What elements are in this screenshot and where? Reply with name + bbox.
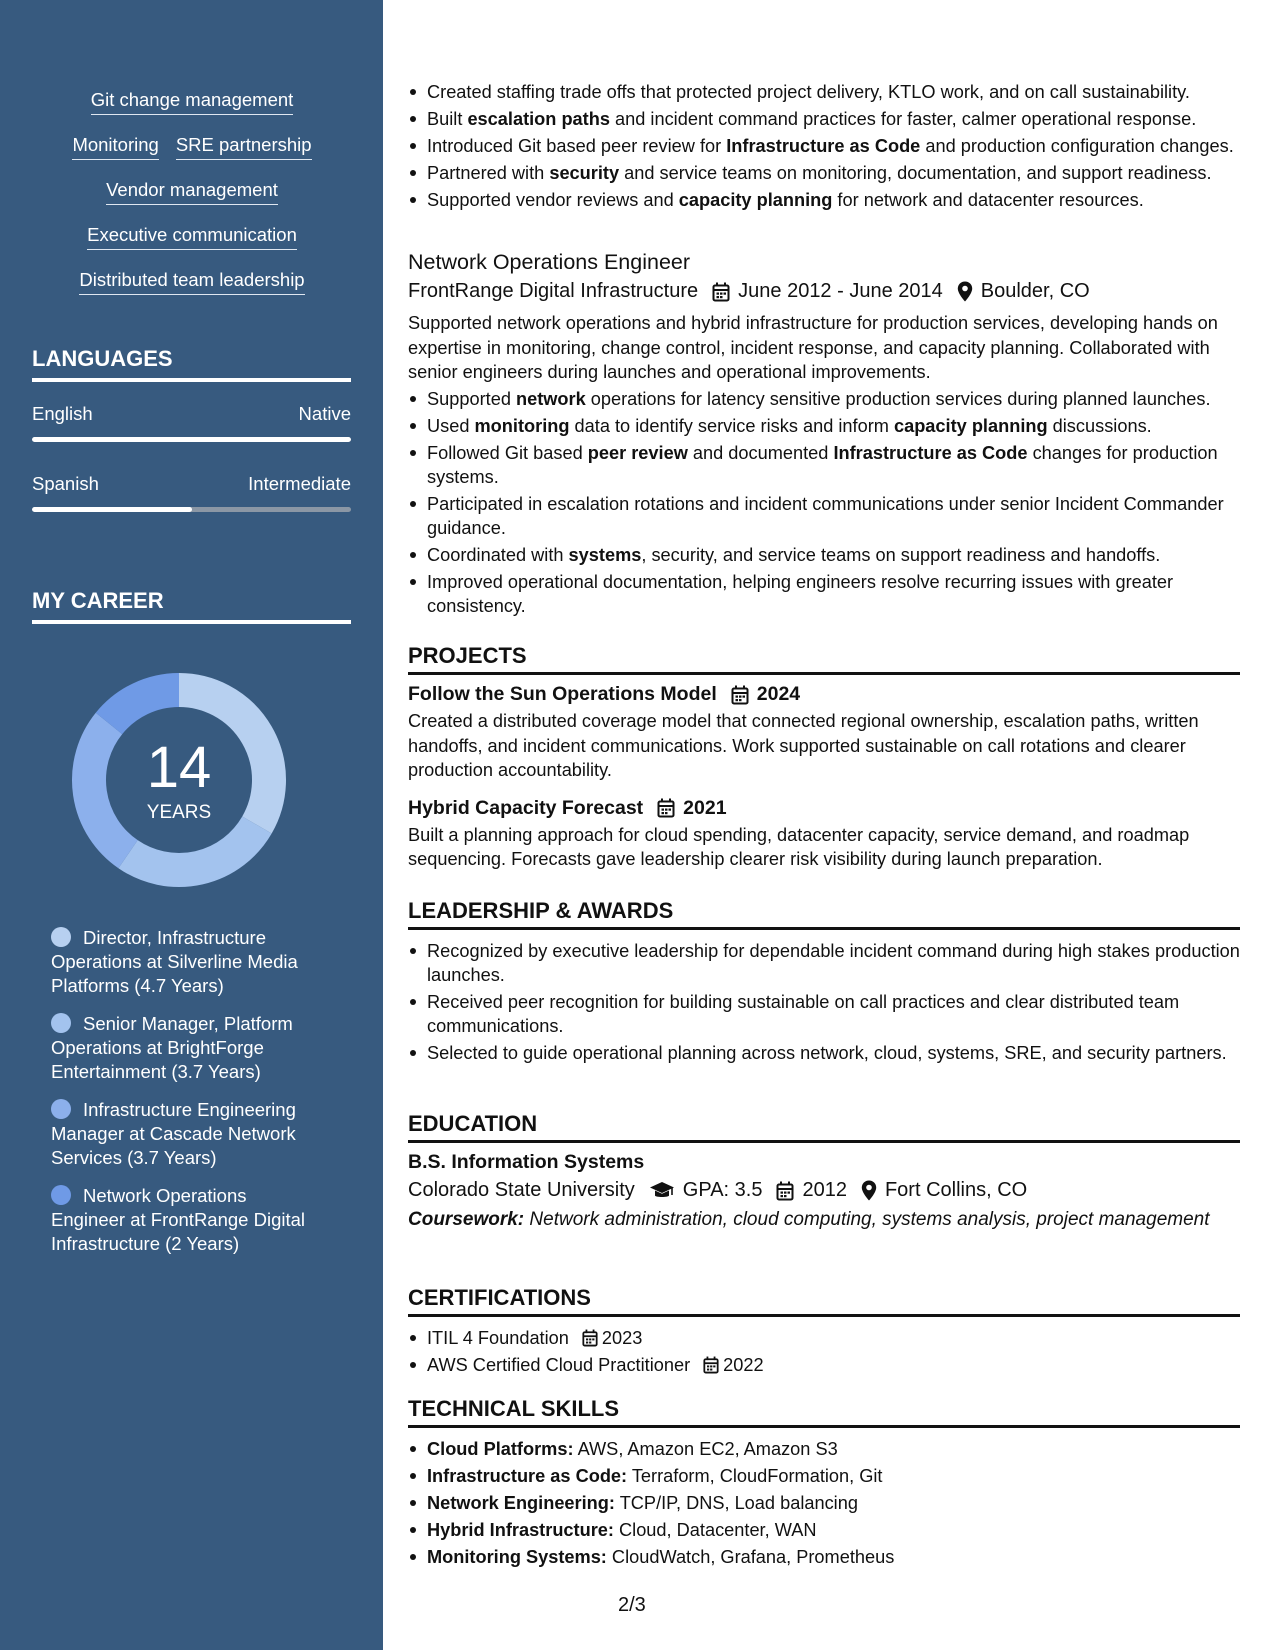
donut-segment [89,723,128,854]
career-label: Senior Manager, Platform Operations at BrightForge Entertainment (3.7 Years) [51,1013,293,1082]
calendar-icon [703,1356,719,1374]
job-location: Boulder, CO [980,280,1090,302]
project-year: 2021 [683,796,727,819]
skill-category: Hybrid Infrastructure: [427,1520,614,1540]
bullet-item: Recognized by executive leadership for dependable incident command during high stakes production launches. [408,939,1240,987]
certification-item [408,1326,1240,1350]
language-name: English [32,403,93,424]
coursework [408,1208,1240,1233]
career-label: Network Operations Engineer at FrontRange Digital Infrastructure (2 Years) [51,1185,306,1254]
school-location: Fort Collins, CO [884,1179,1028,1201]
project-name: Follow the Sun Operations Model [408,683,717,705]
job-summary: Supported network operations and hybrid infrastructure for production services, developing hands on expertise in monitoring, change control, incident response, and capacity planning. Collaborated with senior engineers during launches and operational improvements. [408,313,1218,382]
skill-category: Infrastructure as Code: [427,1466,628,1486]
project-title [408,683,1240,706]
leadership-section [408,898,1240,1068]
language-bar [32,507,351,512]
bullet-item: Participated in escalation rotations and incident communications under senior Incident Commander guidance. [408,492,1240,540]
language-spanish [32,473,351,512]
language-english [32,403,351,442]
career-total: 14 [146,735,212,800]
certification-year: 2022 [723,1355,764,1375]
skill-category: Network Engineering: [427,1493,615,1513]
graduation-cap-icon [649,1181,675,1201]
calendar-icon [657,798,675,818]
language-bar [32,437,351,442]
skill-category: Monitoring Systems: [427,1547,607,1567]
skill-row [32,269,352,295]
bullet-item: Built escalation paths and incident command practices for faster, calmer operational response. [408,107,1240,131]
career-dot-icon [51,1013,71,1033]
project-description: Created a distributed coverage model that connected regional ownership, escalation paths, written handoffs, and incident communications. Work supported sustainable on call rotations and clearer production accountability. [408,711,1199,780]
certification-name: AWS Certified Cloud Practitioner [427,1355,691,1375]
bullet-item: Followed Git based peer review and documented Infrastructure as Code changes for production systems. [408,441,1240,489]
language-level: Intermediate [248,473,351,494]
bullet-item: Created staffing trade offs that protected project delivery, KTLO work, and on call sustainability. [408,80,1240,104]
certification-year: 2023 [601,1328,643,1348]
calendar-icon [712,282,730,302]
education-meta [408,1179,1240,1202]
section-heading: EDUCATION [408,1111,1240,1143]
education-section [408,1111,1240,1233]
job-bullets [408,387,1240,618]
donut-segment [109,690,179,723]
technical-skill-item [408,1491,1240,1515]
certification-name: ITIL 4 Foundation [427,1328,569,1348]
certifications-section [408,1285,1240,1380]
skill-values: AWS, Amazon EC2, Amazon S3 [573,1439,838,1459]
skill-values: Terraform, CloudFormation, Git [627,1466,883,1486]
languages-heading: LANGUAGES [32,346,351,382]
career-legend-item [51,1098,321,1170]
certification-item [408,1353,1240,1377]
calendar-icon [731,685,749,705]
gpa: GPA: 3.5 [682,1179,763,1201]
skill-tag: Executive communication [87,224,297,250]
bullet-item: Partnered with security and service teams on monitoring, documentation, and support readiness. [408,161,1240,185]
bullet-item: Supported network operations for latency sensitive production services during planned launches. [408,387,1240,411]
skill-row [32,89,352,115]
main-content [408,0,1240,1650]
coursework-text: Network administration, cloud computing, systems analysis, project management [524,1209,1210,1230]
skill-tag: SRE partnership [176,134,312,160]
job-title: Network Operations Engineer [408,250,691,274]
technical-skill-item [408,1437,1240,1461]
technical-skill-item [408,1464,1240,1488]
bullet-item: Introduced Git based peer review for Infrastructure as Code and production configuration changes. [408,134,1240,158]
sidebar [0,0,383,1650]
technical-skill-item [408,1518,1240,1542]
page-number: 2/3 [618,1594,646,1616]
project-title [408,797,1240,820]
location-pin-icon [957,281,973,302]
bullet-item: Coordinated with systems, security, and service teams on support readiness and handoffs. [408,543,1240,567]
career-label: Director, Infrastructure Operations at Silverline Media Platforms (4.7 Years) [51,927,298,996]
career-legend-item [51,926,321,998]
leadership-bullets [408,939,1240,1065]
language-bar-fill [32,437,351,442]
skill-row [32,224,352,250]
skill-tag: Vendor management [106,179,278,205]
skill-category: Cloud Platforms: [427,1439,574,1459]
skill-tag: Monitoring [72,134,158,160]
job-dates: June 2012 - June 2014 [738,280,943,302]
donut-segment [128,825,257,870]
projects-section [408,643,1240,872]
bullet-item: Improved operational documentation, helping engineers resolve recurring issues with greater consistency. [408,570,1240,618]
career-dot-icon [51,1099,71,1119]
skill-row [32,179,352,205]
skill-tag: Distributed team leadership [79,269,304,295]
career-unit: YEARS [146,802,212,823]
career-dot-icon [51,927,71,947]
bullet-item: Supported vendor reviews and capacity planning for network and datacenter resources. [408,188,1240,212]
skill-values: Cloud, Datacenter, WAN [613,1520,817,1540]
location-pin-icon [861,1180,877,1201]
project-description: Built a planning approach for cloud spending, datacenter capacity, service demand, and roadmap sequencing. Forecasts gave leadership clearer risk visibility during launch preparation. [408,824,1190,869]
project-name: Hybrid Capacity Forecast [408,796,644,819]
technical-skills-section [408,1396,1240,1572]
career-legend-item [51,1012,321,1084]
language-bar-fill [32,507,192,512]
company-name: FrontRange Digital Infrastructure [408,280,699,302]
degree: B.S. Information Systems [408,1151,645,1173]
skill-tag: Git change management [91,89,294,115]
skill-values: TCP/IP, DNS, Load balancing [614,1493,858,1513]
section-heading: TECHNICAL SKILLS [408,1396,1240,1428]
skill-values: CloudWatch, Grafana, Prometheus [606,1547,895,1567]
career-dot-icon [51,1185,71,1205]
skill-row [32,134,352,160]
project-year: 2024 [756,683,801,705]
career-donut-chart [64,665,294,895]
career-label: Infrastructure Engineering Manager at Cascade Network Services (3.7 Years) [51,1099,296,1168]
career-legend-item [51,1184,321,1256]
career-heading: MY CAREER [32,588,351,624]
graduation-year: 2012 [802,1179,847,1201]
section-heading: CERTIFICATIONS [408,1285,1240,1317]
experience-bullets [408,80,1240,215]
job-meta [408,280,1240,303]
section-heading: PROJECTS [408,643,1240,675]
technical-skill-item [408,1545,1240,1569]
technical-skills-list [408,1437,1240,1569]
school-name: Colorado State University [408,1179,635,1201]
certification-list [408,1326,1240,1377]
job-entry [408,250,1240,621]
section-heading: LEADERSHIP & AWARDS [408,898,1240,930]
coursework-label: Coursework: [408,1209,525,1230]
bullet-item: Received peer recognition for building sustainable on call practices and clear distributed team communications. [408,990,1240,1038]
calendar-icon [776,1181,794,1201]
calendar-icon [582,1329,598,1347]
language-name: Spanish [32,473,99,494]
bullet-item: Used monitoring data to identify service risks and inform capacity planning discussions. [408,414,1240,438]
bullet-item: Selected to guide operational planning across network, cloud, systems, SRE, and security partners. [408,1041,1240,1065]
language-level: Native [298,403,351,424]
